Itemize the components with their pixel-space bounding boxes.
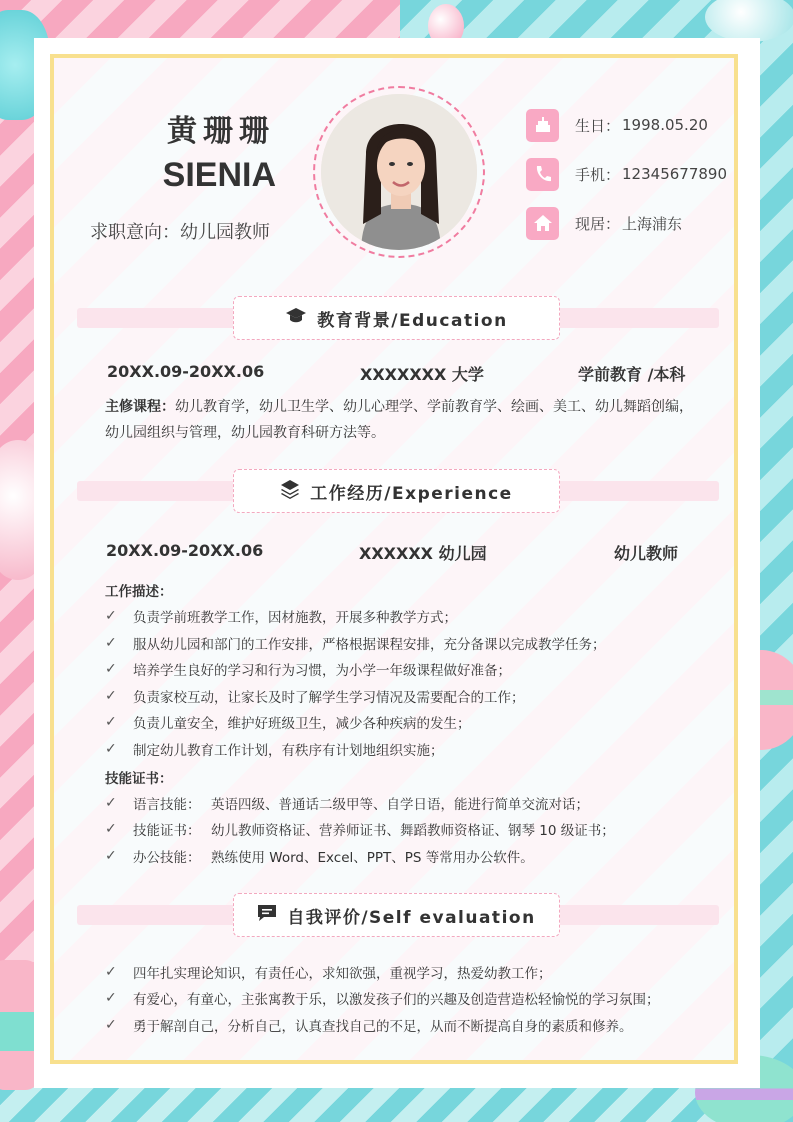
skills-label: 技能证书： <box>105 771 173 787</box>
education-major: 学前教育 /本科 <box>578 365 686 384</box>
duty-item <box>105 708 471 735</box>
self-eval-text: 有爱心，有童心，主张寓教于乐，以激发孩子们的兴趣及创造营造松轻愉悦的学习氛围； <box>133 991 660 1008</box>
check-icon: ✓ <box>105 963 117 980</box>
skill-value: 熟练使用 Word、Excel、PPT、PS 等常用办公软件。 <box>211 849 534 866</box>
courses-text: 幼儿教育学，幼儿卫生学、幼儿心理学、学前教育学、绘画、美工、幼儿舞蹈创编，幼儿园组织与管理，幼儿园教育科研方法等。 <box>105 399 693 441</box>
self-eval-title: 自我评价/Self evaluation <box>287 907 536 928</box>
portrait-illustration <box>321 94 477 250</box>
experience-heading <box>233 469 560 513</box>
check-icon: ✓ <box>105 740 117 757</box>
check-icon: ✓ <box>105 634 117 651</box>
birthday-label: 生日： <box>575 116 621 135</box>
check-icon: ✓ <box>105 607 117 624</box>
duty-item <box>105 629 606 656</box>
contact-phone <box>526 157 727 191</box>
home-icon <box>526 207 559 240</box>
education-title: 教育背景/Education <box>317 310 508 331</box>
check-icon: ✓ <box>105 660 117 677</box>
courses-label: 主修课程： <box>105 399 175 415</box>
education-courses <box>105 394 705 446</box>
residence-label: 现居： <box>575 214 621 233</box>
contact-residence <box>526 206 682 240</box>
duty-text: 培养学生良好的学习和行为习惯，为小学一年级课程做好准备； <box>133 662 511 679</box>
skill-label: 技能证书： <box>133 822 201 839</box>
profile-photo <box>313 86 485 258</box>
residence-value: 上海浦东 <box>622 214 683 233</box>
duties-label: 工作描述： <box>105 584 173 600</box>
skill-label: 语言技能： <box>133 796 201 813</box>
check-icon: ✓ <box>105 1016 117 1033</box>
experience-period: 20XX.09-20XX.06 <box>106 541 264 560</box>
skill-item <box>105 789 589 816</box>
graduation-cap-icon <box>285 307 307 329</box>
check-icon: ✓ <box>105 820 117 837</box>
experience-company: XXXXXX 幼儿园 <box>359 544 487 563</box>
education-heading <box>233 296 560 340</box>
skill-item <box>105 815 615 842</box>
cake-icon <box>526 109 559 142</box>
phone-label: 手机： <box>575 165 621 184</box>
self-eval-text: 四年扎实理论知识，有责任心，求知欲强，重视学习，热爱幼教工作； <box>133 965 552 982</box>
self-eval-item <box>105 1011 633 1038</box>
duty-text: 制定幼儿教育工作计划，有秩序有计划地组织实施； <box>133 742 444 759</box>
skill-value: 幼儿教师资格证、营养师证书、舞蹈教师资格证、钢琴 10 级证书； <box>211 822 615 839</box>
education-period: 20XX.09-20XX.06 <box>107 362 265 381</box>
phone-value: 12345677890 <box>622 165 727 183</box>
self-eval-heading <box>233 893 560 937</box>
self-eval-item <box>105 958 552 985</box>
check-icon: ✓ <box>105 794 117 811</box>
job-intent: 求职意向：幼儿园教师 <box>90 222 270 243</box>
birthday-value: 1998.05.20 <box>622 116 708 134</box>
skill-item <box>105 842 534 869</box>
self-eval-text: 勇于解剖自己，分析自己，认真查找自己的不足，从而不断提高自身的素质和修养。 <box>133 1018 633 1035</box>
skill-value: 英语四级、普通话二级甲等、自学日语，能进行简单交流对话； <box>211 796 589 813</box>
chat-icon <box>257 904 277 926</box>
skill-label: 办公技能： <box>133 849 201 866</box>
duty-text: 服从幼儿园和部门的工作安排，严格根据课程安排，充分备课以完成教学任务； <box>133 636 606 653</box>
duty-item <box>105 682 525 709</box>
duty-text: 负责家校互动，让家长及时了解学生学习情况及需要配合的工作； <box>133 689 525 706</box>
education-school: XXXXXXX 大学 <box>360 365 484 384</box>
experience-title: 工作经历/Experience <box>310 483 513 504</box>
duty-item <box>105 602 457 629</box>
duty-item <box>105 735 444 762</box>
check-icon: ✓ <box>105 847 117 864</box>
experience-position: 幼儿教师 <box>614 544 679 563</box>
self-eval-item <box>105 984 660 1011</box>
name-chinese: 黄珊珊 <box>167 114 275 149</box>
check-icon: ✓ <box>105 989 117 1006</box>
duty-text: 负责学前班教学工作，因材施教，开展多种教学方式； <box>133 609 457 626</box>
duty-text: 负责儿童安全，维护好班级卫生，减少各种疾病的发生； <box>133 715 471 732</box>
name-english: SIENIA <box>162 156 276 194</box>
layers-icon <box>280 479 300 503</box>
phone-icon <box>526 158 559 191</box>
check-icon: ✓ <box>105 713 117 730</box>
contact-birthday <box>526 108 708 142</box>
duty-item <box>105 655 511 682</box>
check-icon: ✓ <box>105 687 117 704</box>
